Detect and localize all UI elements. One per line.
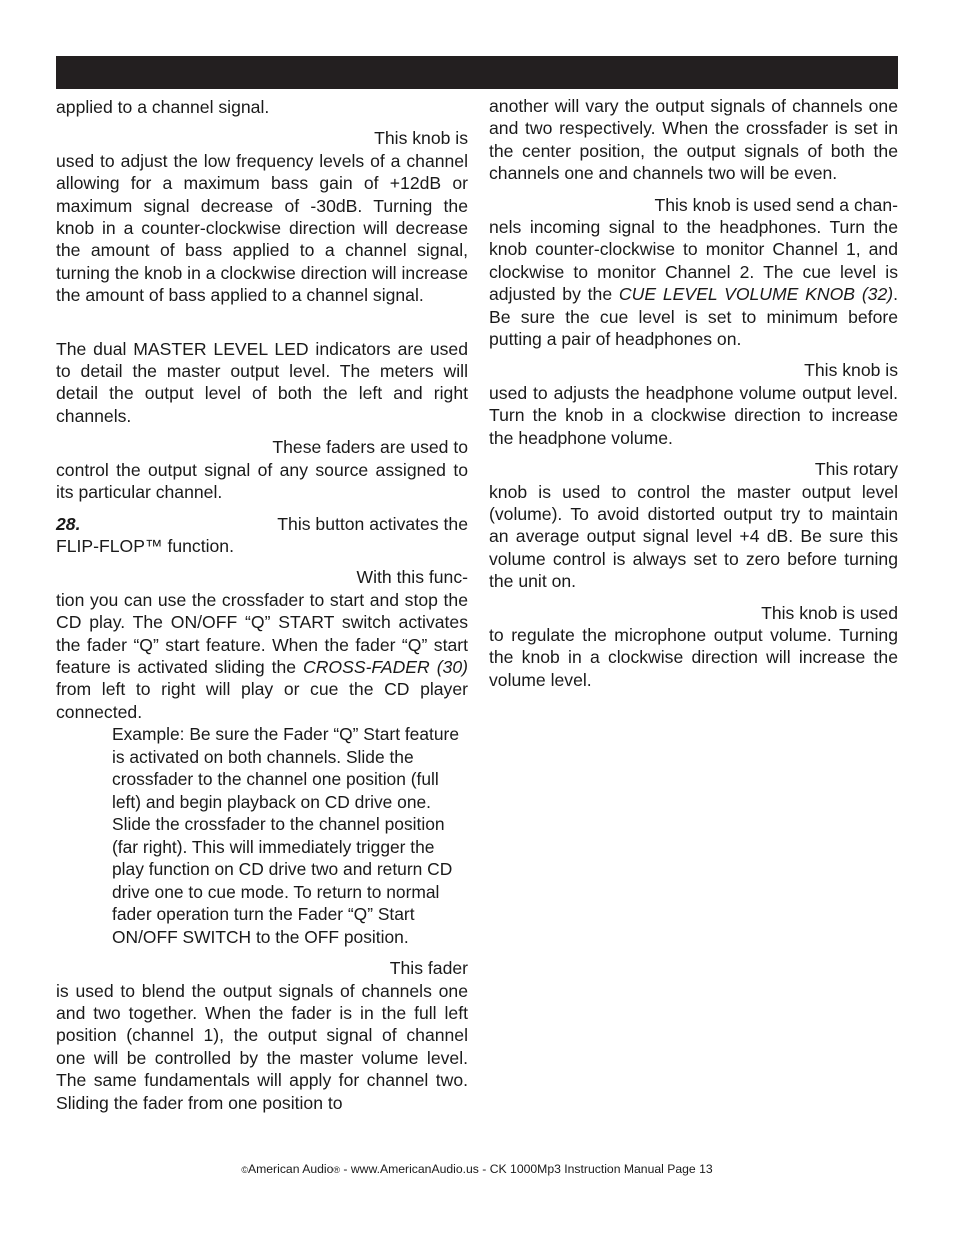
paragraph-master-volume (489, 458, 898, 592)
paragraph-cue-knob (489, 194, 898, 351)
paragraph-channel-faders (56, 436, 468, 503)
crossfader-body: is used to blend the output signals of channels one and two together. When the fader is in the full left position (channel 1), the output signal of channel one will be controlled by the master volume level. The same fundamentals will apply for channel two. Sliding the fader from one position to (56, 980, 468, 1113)
header-bar (56, 56, 898, 89)
footer-separator: - (340, 1162, 351, 1176)
paragraph-bass-tail: applied to a channel signal. (56, 97, 270, 117)
crossfader-lead: This fader (389, 958, 468, 979)
mic-volume-lead: This knob is used (761, 602, 898, 623)
footer-manual-title: CK 1000Mp3 Instruction Manual Page 13 (489, 1162, 713, 1176)
flip-flop-body: FLIP-FLOP™ function. (56, 535, 234, 556)
bass-knob-body: used to adjust the low frequency levels of a channel allowing for a maximum bass gain of +12dB or maximum signal decrease of -30dB. Turning the knob in a counter-clockwise direction will decrease the amount of bass applied to a channel signal, turning the knob in a clockwise direction will increase the amount of bass applied to a channel signal. (56, 150, 468, 306)
paragraph-crossfader-continued: another will vary the output signals of channels one and two respectively. When the crossfader is set in the center position, the output signals of both the channels one and channels two will be even. (489, 96, 898, 184)
footer-separator: - (478, 1162, 490, 1176)
right-column (489, 95, 898, 691)
registered-symbol: ® (333, 1165, 341, 1175)
example-block: Example: Be sure the Fader “Q” Start feature is activated on both channels. Slide the crossfader to the channel one position (full left) and begin playback on CD drive one. Slide the crossfader to the channel position (far right). This will immediately trigger the play function on CD drive two and return CD drive one to cue mode. To return to normal fader operation turn the Fader “Q” Start ON/OFF SWITCH to the OFF position. (112, 724, 459, 947)
paragraph-flip-flop (56, 513, 468, 558)
channel-faders-body: control the output signal of any source assigned to its particular channel. (56, 459, 468, 503)
channel-faders-lead: These faders are used to (272, 437, 468, 458)
flip-flop-lead: This button activates the (277, 513, 468, 534)
bass-knob-lead: This knob is (374, 128, 468, 149)
page-footer (0, 1162, 954, 1176)
cue-knob-body-a: nels incoming signal to the headphones. Turn the knob counter-clockwise to monitor Channel 1, and clockwise to monitor Channel 2. The cue level is adjusted by the (489, 217, 898, 305)
footer-url: www.AmericanAudio.us (350, 1162, 479, 1176)
mic-volume-body: to regulate the microphone output volume. Turning the knob in a clockwise direction will increase the volume level. (489, 624, 898, 690)
paragraph-master-level-led: The dual MASTER LEVEL LED indicators are used to detail the master output level. The meters will detail the output level of both the left and right channels. (56, 338, 468, 426)
cue-knob-body-b: . Be sure the cue level is set to minimum before putting a pair of headphones on. (489, 284, 898, 350)
fader-start-lead: With this func- (356, 567, 468, 588)
crossfader-reference: CROSS-FADER (30) (303, 656, 468, 677)
paragraph-cue-level (489, 359, 898, 449)
paragraph-mic-volume (489, 602, 898, 692)
fader-start-body-b: from left to right will play or cue the CD player connected. (56, 679, 468, 722)
paragraph-crossfader (56, 957, 468, 1114)
cue-level-reference: CUE LEVEL VOLUME KNOB (32) (618, 284, 894, 305)
paragraph-bass-knob (56, 127, 468, 306)
cue-level-lead: This knob is (804, 360, 898, 381)
item-number: 28. (56, 513, 81, 534)
left-column (56, 96, 468, 1114)
cue-knob-lead: This knob is used send a chan- (654, 194, 898, 215)
master-volume-body: knob is used to control the master output level (volume). To avoid distorted output try to maintain an average output signal level +4 dB. Be sure this volume control is always set to zero before turning the unit on. (489, 481, 898, 592)
fader-start-body-a: tion you can use the crossfader to start and stop the CD play. The ON/OFF “Q” START switch activates the fader “Q” start feature. When the fader “Q” start feature is activated sliding the (56, 589, 468, 677)
flip-flop-lead-row (56, 513, 468, 535)
copyright-symbol: © (241, 1165, 248, 1175)
footer-brand: American Audio (248, 1162, 334, 1176)
master-volume-lead: This rotary (814, 459, 898, 480)
paragraph-fader-start (56, 566, 468, 723)
cue-level-body: used to adjusts the headphone volume output level. Turn the knob in a clockwise direction to increase the headphone volume. (489, 382, 898, 448)
